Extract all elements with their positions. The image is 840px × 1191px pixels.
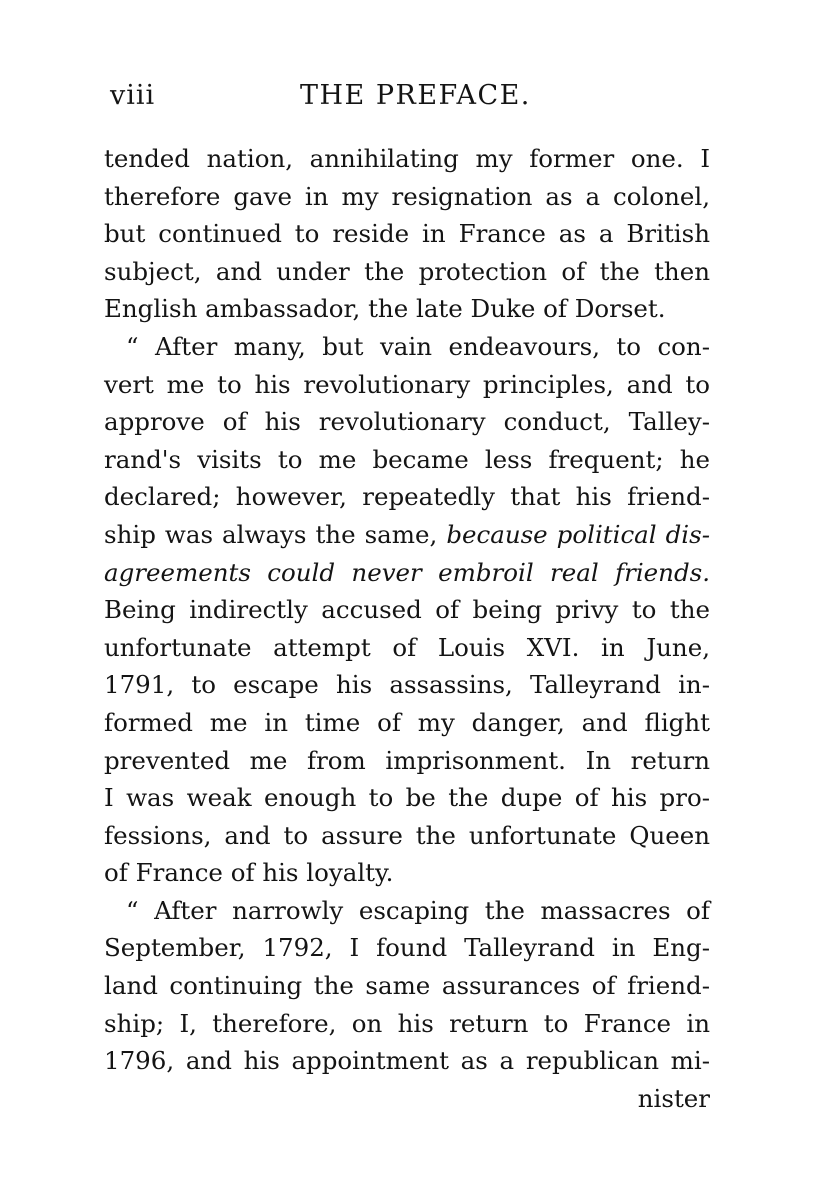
running-head xyxy=(104,80,710,120)
text-line: land continuing the same assurances of friend- xyxy=(104,971,710,1001)
text-line: 1796, and his appointment as a republican mi- xyxy=(104,1046,710,1076)
text-line: prevented me from imprisonment. In return xyxy=(104,745,710,775)
text-line: declared; however, repeatedly that his friend- xyxy=(104,482,710,512)
text-line: of France of his loyalty. xyxy=(104,858,394,888)
body-text xyxy=(104,140,710,1117)
text-line: rand's visits to me became less frequent; he xyxy=(104,444,710,474)
running-title: THE PREFACE. xyxy=(300,80,531,111)
text-line: vert me to his revolutionary principles, and to xyxy=(104,369,710,399)
text-line: unfortunate attempt of Louis XVI. in June, xyxy=(104,632,710,662)
catchword: nister xyxy=(637,1083,710,1113)
text-line: Being indirectly accused of being privy to the xyxy=(104,595,710,625)
text-line: I was weak enough to be the dupe of his pro- xyxy=(104,783,710,813)
text-line: September, 1792, I found Talleyrand in Eng- xyxy=(104,933,710,963)
text-line: ship; I, therefore, on his return to France in xyxy=(104,1008,710,1038)
text-line: but continued to reside in France as a British xyxy=(104,219,710,249)
italic-text-line: agreements could never embroil real friends. xyxy=(104,557,710,587)
text-line: 1791, to escape his assassins, Talleyrand in- xyxy=(104,670,710,700)
text-line: tended nation, annihilating my former one. I xyxy=(104,144,710,173)
text-segment: ship was always the same, xyxy=(104,519,438,549)
text-line: approve of his revolutionary conduct, Talley- xyxy=(104,407,710,437)
text-line: fessions, and to assure the unfortunate Queen xyxy=(104,820,710,850)
page-number: viii xyxy=(110,80,156,111)
text-line: “ After narrowly escaping the massacres of xyxy=(126,895,710,925)
text-line: therefore gave in my resignation as a colonel, xyxy=(104,181,710,211)
italic-text-segment: because political dis- xyxy=(446,519,710,549)
text-line-mixed xyxy=(104,516,710,554)
text-line: “ After many, but vain endeavours, to con- xyxy=(126,331,710,361)
text-line: subject, and under the protection of the then xyxy=(104,256,710,286)
text-line: English ambassador, the late Duke of Dorset. xyxy=(104,294,666,324)
text-line: formed me in time of my danger, and flight xyxy=(104,707,710,737)
